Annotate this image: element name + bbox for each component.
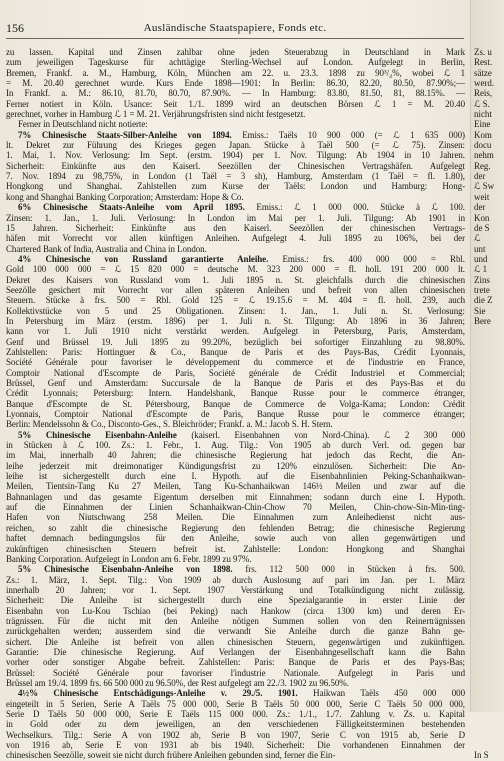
facing-page-line	[474, 678, 504, 688]
text-line: Genf und Brüssel 19. Juli 1895 zu 99.20%, bezüglich bei sofortiger Einzahlung zu 98.80%.	[6, 336, 465, 347]
text-line: Bahnanlagen und das gesamte Eigentum derselben mit Einnahmen; sodann durch eine I. Hypoth.	[6, 491, 465, 502]
facing-page-line: Zins	[474, 274, 490, 285]
text-line: von 1916 ab, Serie E von 1931 ab bis 1940. Sicherheit: Die vorhandenen Einnahmen der	[6, 740, 465, 751]
text-line-rest: frs. 112 500 000 in Stücken à frs. 500.	[232, 564, 465, 575]
facing-page-line	[474, 575, 504, 585]
facing-page-line	[474, 419, 504, 429]
facing-page-line: ℒ	[474, 233, 481, 244]
text-line: = M. 20.40 gerechnet wurde. Kurs Ende 1898—1901: In Berlin: 86.30, 82.20, 80.50, 87.90%;—	[6, 78, 465, 89]
text-line: Chartered Bank of India, Australia and China in London.	[6, 243, 207, 254]
facing-page-line: docu	[474, 140, 492, 151]
text-line: 1. Mai, 1. Nov. Verlosung: Im Sept. (erstm. 1904) per 1. Nov. Tilgung: Ab 1904 in 10 Jahren.	[6, 150, 465, 161]
text-line: Eisenbahn von Lu-Kou Tschiao (bei Peking) nach Hankow (circa 1300 km) und deren Er-	[6, 605, 465, 616]
text-line: 7. Nov. 1894 zu 98,75%, in London (1 Taël = 3 sh), Hamburg, Amsterdam (1 Taël = fl. 1.80),	[6, 171, 465, 182]
facing-page-line	[474, 657, 504, 667]
facing-page-line: der	[474, 171, 486, 182]
facing-page-line	[474, 326, 504, 336]
header-rule	[6, 38, 464, 39]
running-title: Ausländische Staatspapiere, Fonds etc.	[143, 22, 327, 34]
facing-page-line: Reg.	[474, 160, 491, 171]
text-line: In Frankf. a. M.: 86.10, 81.70, 80.70, 87.90%. — In Hamburg: 83.80, 81.50, 81, 88.15%. —	[6, 88, 465, 99]
facing-page-line: ℒ 1	[474, 264, 488, 275]
facing-page-line: sätze	[474, 67, 492, 78]
text-line	[6, 202, 465, 212]
page-number: 156	[6, 21, 24, 35]
text-line: Sicherheit: Die Anleihe ist sichergestellt durch eine Spezialgarantie in erster Linie der	[6, 595, 465, 606]
facing-page-line	[474, 709, 504, 719]
facing-page-line: Rest.	[474, 57, 493, 68]
text-line: Bremen, Frankf. a. M., Hamburg, Köln, München am 22. u. 23.3. 1898 zu 90³/₄%, wobei ℒ 1	[6, 67, 465, 78]
text-line: Société Générale pour favoriser le développement du commerce et de l'industrie en France,	[6, 357, 465, 368]
facing-page-line	[474, 554, 504, 564]
text-line: Comptoir National d'Escompte de Paris, Société générale de Crédit Industriel et Commercial;	[6, 367, 465, 378]
text-line: Kollektivstücke von 5 und 25 Obligationen. Zinsen: 1. Jan., 1. Juli n. St. Verlosung:	[6, 305, 465, 316]
facing-page-line	[474, 471, 504, 481]
text-line: Ferner notiert in Köln. Usance: Seit 1./1. 1899 wird an deutschen Börsen ℒ 1 = M. 20.40	[6, 98, 465, 109]
facing-page-line	[474, 502, 504, 512]
facing-page-line	[474, 595, 504, 605]
text-line: zum jeweiligen Tageskurse für achttägige Sterling-Wechsel auf London. Aufgelegt in Berlin,	[6, 57, 465, 68]
facing-page-line: Kom	[474, 129, 492, 140]
facing-page-text	[474, 47, 504, 761]
text-line	[6, 564, 465, 574]
text-line: Sicherheit: Einkünfte aus den Kaiserl. Seezöllen der Chinesischen Vertragshäfen. Aufgelegt	[6, 160, 465, 171]
facing-page-line	[474, 626, 504, 636]
facing-page-line: werd.	[474, 78, 495, 89]
text-line-rest: Emiss.: frs. 400 000 000 = Rbl.	[268, 253, 465, 264]
facing-page-line: Reis,	[474, 88, 493, 99]
facing-page-line: trete	[474, 284, 490, 295]
text-line: Wechselkurs. Tilg.: Serie A von 1902 ab, Serie B von 1907, Serie C von 1915 ab, Serie D	[6, 729, 465, 740]
facing-page-line: und	[474, 253, 488, 264]
text-line: eingeteilt in 5 Serien, Serie A Taëls 75 000 000, Serie B Taëls 50 000 000, Serie C Taëls 50 000 000,	[6, 698, 465, 709]
text-line: vorher oder sonstiger Abgabe befreit. Zahlstellen: Paris: Banque de Paris et des Pays-Bas;	[6, 657, 465, 668]
facing-page-line: de S	[474, 222, 490, 233]
text-line: Zs.: 1. März, 1. Sept. Tilg.: Von 1909 ab durch Auslosung auf pari im Jan. per 1. März	[6, 574, 465, 585]
facing-page-line	[474, 409, 504, 419]
page-header	[6, 21, 464, 35]
text-line: leihe jederzeit mit dreimonatiger Kündigungsfrist zu 120% einzulösen. Sicherheit: Die An-	[6, 460, 465, 471]
facing-page-line	[474, 512, 504, 522]
facing-page-line	[474, 440, 504, 450]
bond-heading: 6% Chinesische Staats-Anleihe vom April 1895.	[18, 202, 245, 213]
text-line: auf die Einnahmen der Linien Schanhaikwan-Chin-Chow 70 Meilen, Chin-chow-Sin-Min-ting-	[6, 502, 465, 513]
text-line: kann vor 1. Juli 1910 nicht verstärkt werden. Aufgelegt in Petersburg, Paris, Amsterdam,	[6, 326, 465, 337]
text-line: sichert. Die Anleihe ist befreit von allen chinesischen Steuern, gegenwärtigen und zukünftigen.	[6, 636, 465, 647]
text-line	[6, 254, 465, 264]
facing-page-line	[474, 450, 504, 460]
facing-page-line	[474, 368, 504, 378]
facing-page-line: unt	[474, 243, 486, 254]
facing-page-line	[474, 337, 504, 347]
facing-page-line: Eine	[474, 119, 491, 130]
facing-page-line	[474, 564, 504, 574]
facing-page-line: nehm	[474, 150, 494, 161]
text-line: Meilen, Tientsin-Tang Ku 27 Meilen, Tang Ku-Schanhaikwan 146½ Meilen und zwar auf die	[6, 481, 465, 492]
text-line: haftet demnach bedingungslos für den Anleihe, sowie auch von allen gegenwärtigen und	[6, 533, 465, 544]
text-line: Seezölle gesichert mit Vorrecht vor allen späteren Anleihen und befreit von allen chinesischen	[6, 284, 465, 295]
bond-heading: 7% Chinesische Staats-Silber-Anleihe von 1894.	[18, 129, 232, 140]
text-line: Banking Corporation. Aufgelegt in London am 6. Febr. 1899 zu 97%.	[6, 553, 252, 564]
facing-page-line: ℒ S.	[474, 98, 490, 109]
text-line: Crédit Lyonnais; Petersburg: Intern. Handelsbank, Banque Russe pour le commerce étranger,	[6, 388, 465, 399]
facing-page-line	[474, 357, 504, 367]
text-line	[6, 688, 465, 698]
text-line: Serie D Taëls 50 000 000, Serie E Taëls 115 000 000. Zs.: 1./1., 1./7. Zahlung v. Zs. u. Kapital	[6, 709, 465, 719]
facing-page-line	[474, 461, 504, 471]
text-line: Dekret des Kaisers von Russland vom 1. Juli 1895 n. St. gleichfalls durch die chinesischen	[6, 274, 465, 285]
facing-page-line	[474, 378, 504, 388]
text-line: Lyonnais, Comptoir National d'Escompte de Paris, Banque Russe pour le commerce étranger;	[6, 409, 465, 420]
facing-page-line	[474, 388, 504, 398]
facing-page-line	[474, 544, 504, 554]
facing-page-line: Kon	[474, 212, 490, 223]
text-line: Brüssel: Société Générale pour favoriser l'industrie Nationale. Aufgelegt in Paris und	[6, 667, 465, 678]
text-line-rest: Emiss.: Taëls 10 900 000 (= ℒ 1 635 000)	[231, 129, 465, 140]
facing-page-line	[474, 740, 504, 750]
text-line: leihe ist sichergestellt durch eine I. Hypoth. auf die Eisenbahnlinien Peking-Schanhaikwan-	[6, 471, 465, 482]
text-line: kong and Shanghai Banking Corporation; Amsterdam: Hope & Co.	[6, 191, 244, 202]
text-line: lt. Dekret zur Führung des Krieges gegen Japan. Stücke à Taël 500 (= ℒ 75). Zinsen:	[6, 140, 465, 151]
facing-page-line: weit	[474, 191, 490, 202]
text-line	[6, 430, 465, 440]
text-line: in Gold oder zu dem jeweiligen, an den verschiedenen Fälligkeitsterminen bestehenden	[6, 719, 465, 730]
text-line: gerechnet, vorher in Hamburg ℒ 1 = M. 21. Verjährungsfristen sind nicht festgesetzt.	[6, 109, 306, 120]
text-line	[6, 130, 465, 140]
text-line: trägnissen. Für die nicht mit den Anleihe nötigen Summen sollen von den Reinerträgnissen	[6, 615, 465, 626]
text-line: Hafen von Niutschwang 258 Meilen. Die Einnahmen zum Anleihedienst nicht aus-	[6, 512, 465, 523]
text-line: Brüssel, Genf und Amsterdam: Succursale de la Banque de Paris et des Pays-Bas et du	[6, 378, 465, 388]
facing-page-line	[474, 533, 504, 543]
facing-page-line	[474, 347, 504, 357]
facing-page-line	[474, 616, 504, 626]
facing-page-line: nicht	[474, 109, 492, 120]
facing-page-line: Zs. u	[474, 47, 492, 57]
bond-heading: 4½% Chinesische Entschädigungs-Anleihe v. 29./5. 1901.	[18, 688, 298, 699]
facing-page-line: ℒ Sw	[474, 181, 495, 192]
facing-page-line: Bere	[474, 315, 491, 326]
text-line: Banque d'Escompte de St. Pétersbourg, Banque de Commerce de Volga-Kama; London: Crédit	[6, 398, 465, 409]
facing-page-line	[474, 668, 504, 678]
text-line: Brüssel am 19./4. 1899 frs. 66 500 000 zu 96.50%, der Rest aufgelegt am 22./3. 1902 zu 96.50%.	[6, 677, 349, 688]
text-line: Gold 100 000 000 = ℒ 15 820 000 = deutsche M. 323 200 000 = fl. holl. 191 200 000 lt.	[6, 264, 465, 275]
text-line: Zahlstellen: Paris: Hottinguer & Co., Banque de Paris et des Pays-Bas, Crédit Lyonnais,	[6, 346, 465, 357]
facing-page-line: Sie	[474, 305, 486, 316]
main-text-column	[6, 47, 465, 761]
facing-page-line	[474, 481, 504, 491]
text-line: zu lassen. Kapital und Zinsen zahlbar ohne jeden Steuerabzug in Deutschland in Mark	[6, 47, 465, 57]
text-line-rest: Emiss.: ℒ 1 000 000. Stücke à ℒ 100.	[244, 202, 465, 213]
facing-page-line: die Z	[474, 295, 493, 306]
facing-page-line	[474, 637, 504, 647]
text-line: Steuern. Stücke à frs. 500 = Rbl. Gold 125 = ℒ 19.15.6 = M. 404 = fl. holl. 239, auch	[6, 295, 465, 306]
facing-page-line	[474, 647, 504, 657]
facing-page-line	[474, 688, 504, 698]
text-line: reichen, so zahlt die chinesische Regierung den fehlenden Betrag; die chinesische Regierung	[6, 522, 465, 533]
text-line: zukünftigen chinesischen Steuern befreit ist. Zahlstelle: London: Hongkong and Shanghai	[6, 543, 465, 554]
facing-page-line: der	[474, 202, 486, 213]
facing-page-line	[474, 492, 504, 502]
bond-heading: 5% Chinesische Eisenbahn-Anleihe	[18, 429, 177, 440]
facing-page-line	[474, 719, 504, 729]
facing-page-line: In S	[474, 750, 489, 761]
text-line: Berlin: Mendelssohn & Co., Disconto-Ges., S. Bleichröder; Frankf. a. M.: Jacob S. H. Stern.	[6, 419, 333, 430]
text-line: chinesischen Seezölle, soweit sie nicht durch frühere Anleihen gebunden sind, ferner die Ein-	[6, 750, 336, 761]
text-line: in Stücken à ℒ 100. Zs.: 1. Febr., 1. Aug. Tilg.: Von 1905 ab durch Verl. od. gegen bar	[6, 440, 465, 451]
facing-page-line	[474, 523, 504, 533]
text-line: Garantie: Die chinesische Regierung. Auf Verlangen der Eisenbahngesellschaft kann die Bahn	[6, 646, 465, 657]
text-line: im Mai, innerhalb 40 Jahren; die chinesische Regierung hat jedoch das Recht, die An-	[6, 450, 465, 461]
facing-page-line	[474, 730, 504, 740]
text-line-rest: (kaiserl. Eisenbahnen von Nord-China). ℒ 2 300 000	[176, 429, 465, 440]
text-line: In Petersburg im März (erstm. 1896) per 1. Juli n. St. Tilgung: Ab 1896 in 36 Jahren;	[6, 315, 465, 326]
text-line: innerhalb 20 Jahren; vor 1. Sept. 1907 Verstärkung und Totalkündigung nicht zulässig.	[6, 584, 465, 595]
bond-heading: 4% Chinesische von Russland garantierte Anleihe.	[18, 253, 269, 264]
text-line: häfen mit Vorrecht vor allen künftigen Anleihen. Aufgelegt 4. Juli 1895 zu 106%, bei der	[6, 233, 465, 244]
text-line-rest: Haikwan Taëls 450 000 000	[297, 688, 465, 699]
bond-heading: 5% Chinesische Eisenbahn-Anleihe von 1898.	[18, 564, 233, 575]
text-line: Zinsen: 1. Jan., 1. Juli. Verlosung: In London im Mai per 1. Juli. Tilgung: Ab 1901 in	[6, 212, 465, 223]
text-line: zurückgehalten werden; ausserdem sind die verwandt Sie Anleihe durch die ganze Bahn ge-	[6, 626, 465, 637]
facing-page-line	[474, 606, 504, 616]
facing-page-line	[474, 585, 504, 595]
text-line: Hongkong und Shanghai. Zahlstellen zum Kurse der Taëls: London und Hamburg: Hong-	[6, 181, 465, 192]
facing-page-line	[474, 430, 504, 440]
text-line: Ferner in Deutschland nicht notierte:	[18, 119, 148, 130]
facing-page-line	[474, 699, 504, 709]
facing-page-line	[474, 399, 504, 409]
text-line: 15 Jahren. Sicherheit: Einkünfte aus den Kaiserl. Seezöllen der chinesischen Vertrags-	[6, 222, 465, 233]
